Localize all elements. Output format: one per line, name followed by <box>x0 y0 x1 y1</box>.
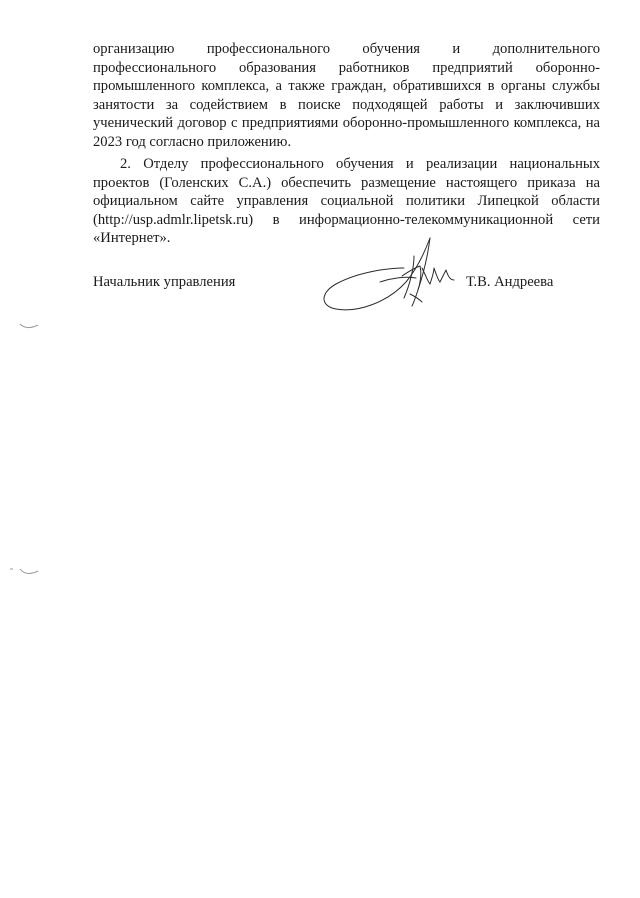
body-paragraph-2: 2. Отделу профессионального обучения и реализации национальных проектов (Голенских С.А.) обеспечить размещение настоящего приказа на официальном сайте управления социальной политики Липецкой области (http://usp.admlr.lipetsk.ru) в информационно-телекоммуникационной сети «Интернет». <box>93 156 600 247</box>
handwritten-signature <box>318 232 468 314</box>
signatory-name: Т.В. Андреева <box>466 274 554 290</box>
body-paragraph-1: организацию профессионального обучения и дополнительного профессионального образования работников предприятий оборонно-промышленного комплекса, а также граждан, обратившихся в органы службы занятости за содействием в поиске подходящей работы и заключивших ученический договор с предприятиями оборонно-промышленного комплекса, на 2023 год согласно приложению. <box>93 41 600 150</box>
margin-punch-mark <box>18 318 40 332</box>
signatory-position: Начальник управления <box>93 274 236 290</box>
margin-punch-mark <box>8 564 40 578</box>
